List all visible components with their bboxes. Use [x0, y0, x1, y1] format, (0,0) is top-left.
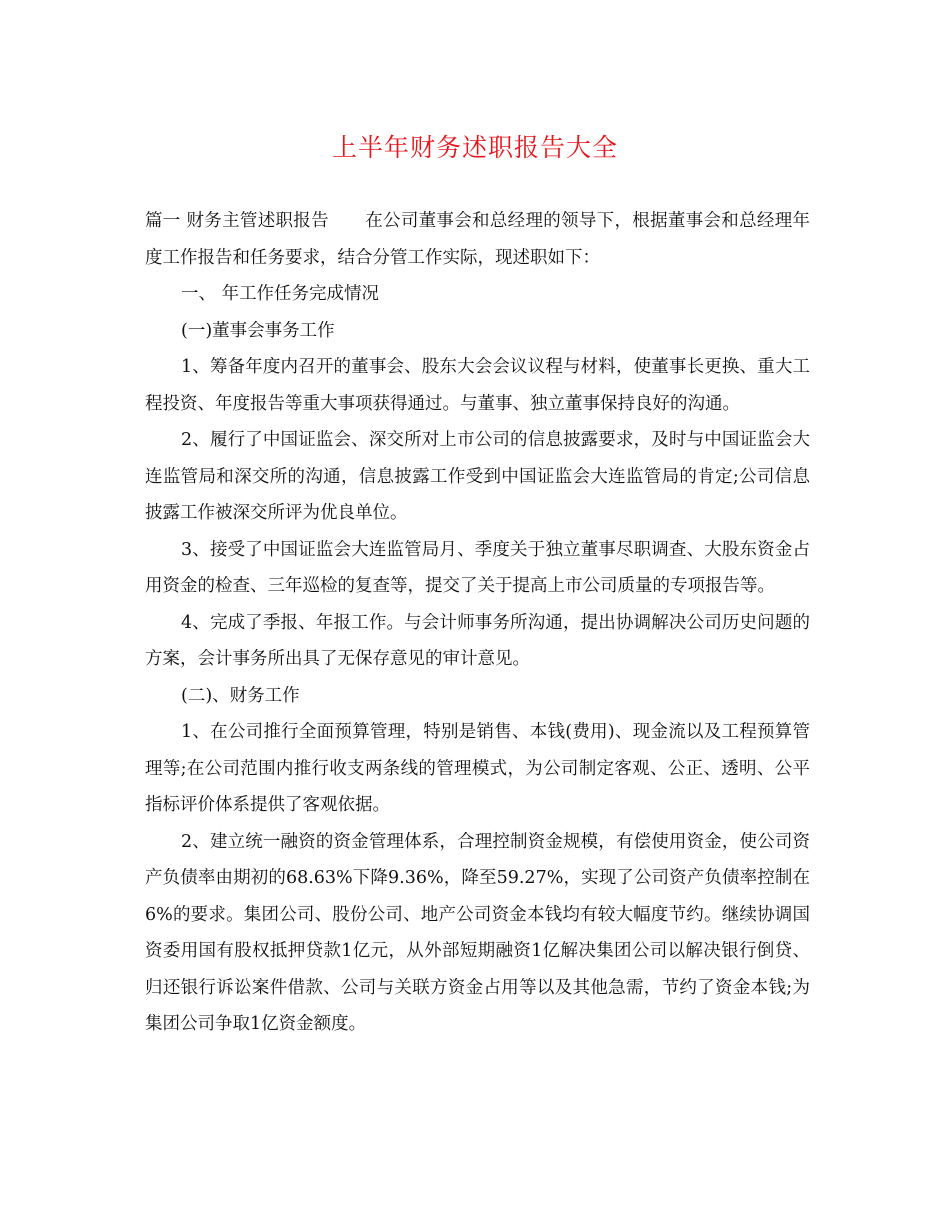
body-paragraph: 4、完成了季报、年报工作。与会计师事务所沟通，提出协调解决公司历史问题的方案，会计事务所出具了无保存意见的审计意见。: [145, 612, 810, 669]
body-paragraph: 1、在公司推行全面预算管理，特别是销售、本钱(费用)、现金流以及工程预算管理等;在公司范围内推行收支两条线的管理模式，为公司制定客观、公正、透明、公平指标评价体系提供了客观依据。: [145, 722, 810, 815]
document-title: 上半年财务述职报告大全: [331, 133, 618, 162]
subsection-heading: (一)董事会事务工作: [181, 320, 335, 341]
body-paragraph: 3、接受了中国证监会大连监管局月、季度关于独立董事尽职调查、大股东资金占用资金的检查、三年巡检的复查等，提交了关于提高上市公司质量的专项报告等。: [145, 539, 810, 596]
document-body: [145, 203, 810, 1043]
section-heading: 一、 年工作任务完成情况: [181, 284, 380, 304]
intro-paragraph: [145, 203, 810, 276]
intro-heading: 篇一 财务主管述职报告: [145, 211, 329, 231]
body-paragraph: 2、履行了中国证监会、深交所对上市公司的信息披露要求，及时与中国证监会大连监管局和深交所的沟通，信息披露工作受到中国证监会大连监管局的肯定;公司信息披露工作被深交所评为优良单位。: [145, 430, 810, 523]
body-paragraph: 1、筹备年度内召开的董事会、股东大会会议议程与材料，使董事长更换、重大工程投资、年度报告等重大事项获得通过。与董事、独立董事保持良好的沟通。: [145, 357, 810, 414]
subsection-heading: (二)、财务工作: [181, 685, 300, 706]
intro-text: 在公司董事会和总经理的领导下，根据董事会和总经理年度工作报告和任务要求，结合分管工作实际，现述职如下：: [145, 211, 810, 268]
body-paragraph: 2、建立统一融资的资金管理体系，合理控制资金规模，有偿使用资金，使公司资产负债率由期初的68.63%下降9.36%，降至59.27%，实现了公司资产负债率控制在6%的要求。集团公司、股份公司、地产公司资金本钱均有较大幅度节约。继续协调国资委用国有股权抵押贷款1亿元，从外部短期融资1亿解决集团公司以解决银行倒贷、归还银行诉讼案件借款、公司与关联方资金占用等以及其他急需，节约了资金本钱;为集团公司争取1亿资金额度。: [145, 831, 810, 1034]
